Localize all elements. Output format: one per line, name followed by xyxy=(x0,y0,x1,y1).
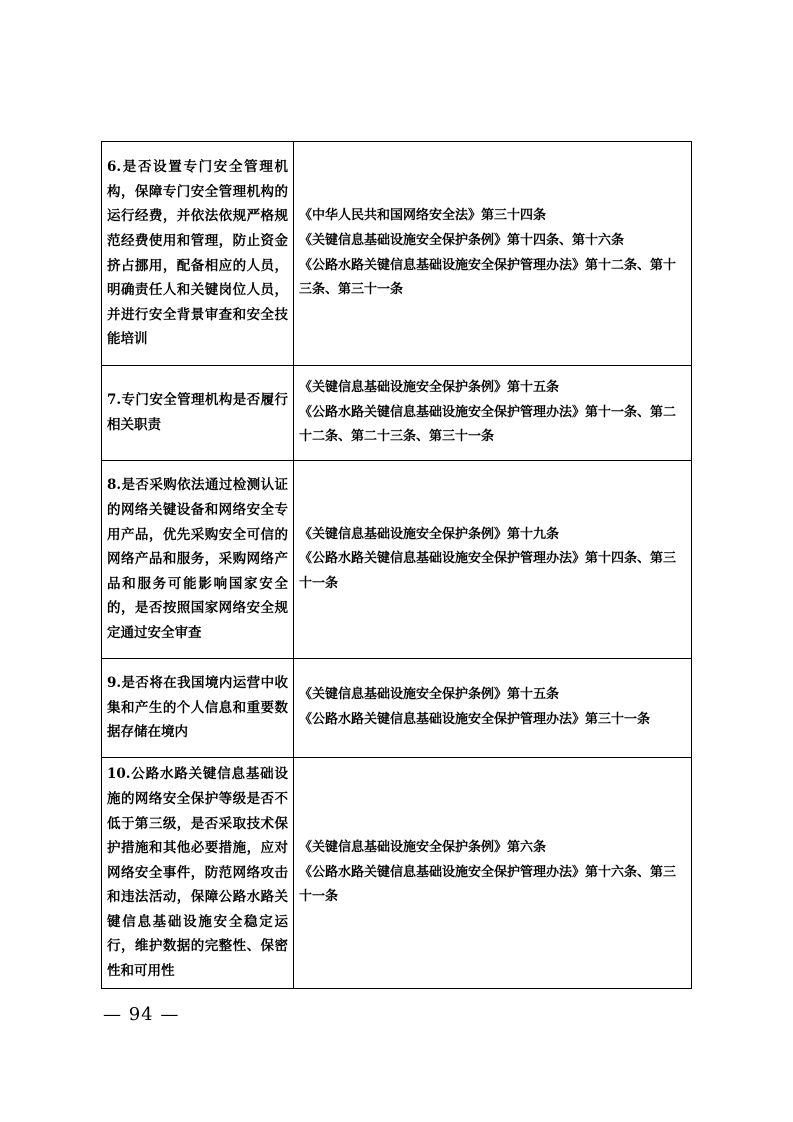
legal-basis-cell xyxy=(294,758,692,989)
legal-basis-line: 《关键信息基础设施安全保护条例》第十五条 xyxy=(299,380,560,396)
inspection-item: 8.是否采购依法通过检测认证的网络关键设备和网络安全专用产品，优先采购安全可信的网络产品和服务，采购网络产品和服务可能影响国家安全的，是否按照国家网络安全规定通过安全审查 xyxy=(102,461,294,659)
inspection-item: 6.是否设置专门安全管理机构，保障专门安全管理机构的运行经费，并依法依规严格规范经费使用和管理，防止资金挤占挪用，配备相应的人员，明确责任人和关键岗位人员，并进行安全背景审查和安全技能培训 xyxy=(102,142,294,366)
legal-basis-line: 《公路水路关键信息基础设施安全保护管理办法》第十一条、第二十二条、第二十三条、第三十一条 xyxy=(299,404,677,445)
legal-basis-line: 《公路水路关键信息基础设施安全保护管理办法》第十六条、第三十一条 xyxy=(299,864,677,905)
legal-basis-cell xyxy=(294,461,692,659)
legal-basis-line: 《公路水路关键信息基础设施安全保护管理办法》第三十一条 xyxy=(299,712,651,727)
table-row xyxy=(102,366,692,461)
inspection-item: 10.公路水路关键信息基础设施的网络安全保护等级是否不低于第三级，是否采取技术保护措施和其他必要措施，应对网络安全事件，防范网络攻击和违法活动，保障公路水路关键信息基础设施安全稳定运行，维护数据的完整性、保密性和可用性 xyxy=(102,758,294,989)
legal-basis-line: 《中华人民共和国网络安全法》第三十四条 xyxy=(299,208,547,224)
legal-basis-line: 《公路水路关键信息基础设施安全保护管理办法》第十二条、第十三条、第三十一条 xyxy=(299,257,677,298)
legal-basis-line: 《关键信息基础设施安全保护条例》第六条 xyxy=(299,840,547,856)
table-row xyxy=(102,142,692,366)
inspection-item: 7.专门安全管理机构是否履行相关职责 xyxy=(102,366,294,461)
legal-basis-cell xyxy=(294,366,692,461)
inspection-table xyxy=(101,141,692,989)
legal-basis-cell xyxy=(294,659,692,758)
inspection-item: 9.是否将在我国境内运营中收集和产生的个人信息和重要数据存储在境内 xyxy=(102,659,294,758)
page-number: — 94 — xyxy=(103,1004,180,1025)
legal-basis-cell xyxy=(294,142,692,366)
table-row xyxy=(102,659,692,758)
legal-basis-line: 《关键信息基础设施安全保护条例》第十九条 xyxy=(299,526,560,542)
legal-basis-line: 《关键信息基础设施安全保护条例》第十五条 xyxy=(299,687,560,703)
legal-basis-line: 《公路水路关键信息基础设施安全保护管理办法》第十四条、第三十一条 xyxy=(299,551,677,591)
table-row xyxy=(102,758,692,989)
table-row xyxy=(102,461,692,659)
legal-basis-line: 《关键信息基础设施安全保护条例》第十四条、第十六条 xyxy=(299,232,625,248)
